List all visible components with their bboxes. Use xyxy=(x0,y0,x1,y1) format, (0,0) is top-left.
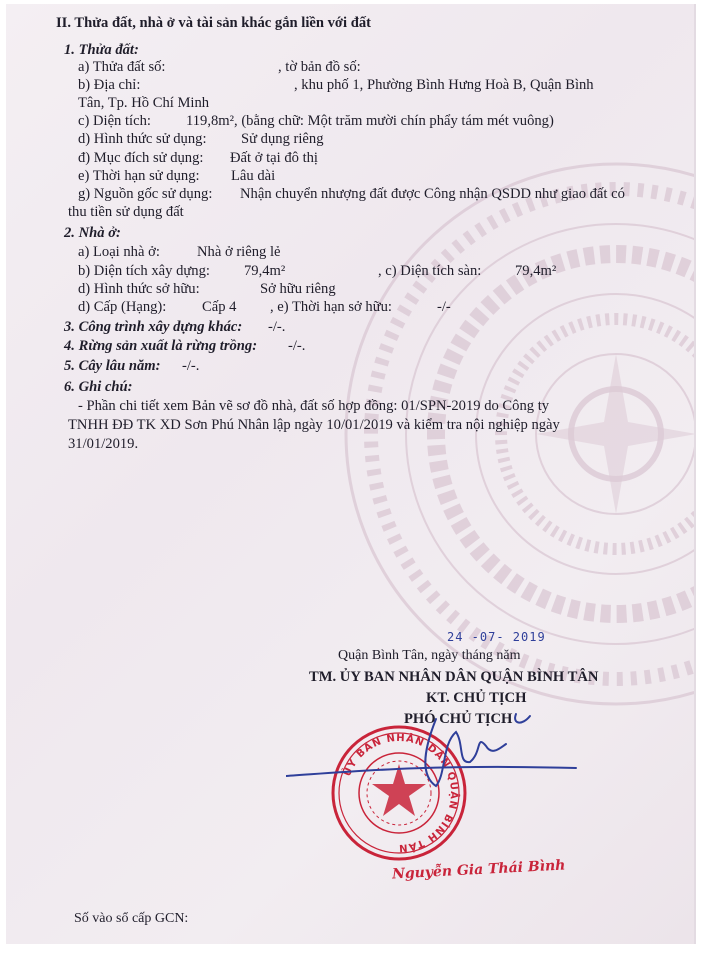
origin-value: Nhận chuyển nhượng đất được Công nhận QSDD như giao đất có xyxy=(240,186,625,202)
own-term-label: , e) Thời hạn sở hữu: xyxy=(270,299,392,315)
own-term-value: -/- xyxy=(437,299,451,315)
area-value: 119,8m², (bằng chữ: Một trăm mười chín phẩy tám mét vuông) xyxy=(186,113,554,129)
section-title: II. Thửa đất, nhà ở và tài sản khác gắn liền với đất xyxy=(56,15,371,31)
stamp-date: 24 -07- 2019 xyxy=(447,630,546,644)
address-value-2: Tân, Tp. Hồ Chí Minh xyxy=(78,95,210,111)
origin-label: g) Nguồn gốc sử dụng: xyxy=(78,186,213,202)
address-label: b) Địa chỉ: xyxy=(78,77,141,93)
address-value: , khu phố 1, Phường Bình Hưng Hoà B, Quận Bình xyxy=(294,77,594,93)
forest-value: -/-. xyxy=(288,338,306,354)
area-label: c) Diện tích: xyxy=(78,113,151,129)
trees-value: -/-. xyxy=(182,358,200,374)
notes-line-3: 31/01/2019. xyxy=(68,436,139,452)
house-type-value: Nhà ở riêng lẻ xyxy=(197,244,281,260)
notes-line-1: - Phần chi tiết xem Bản vẽ sơ đồ nhà, đất số hợp đồng: 01/SPN-2019 do Công ty xyxy=(78,398,550,414)
forest-heading: 4. Rừng sản xuất là rừng trồng: xyxy=(64,338,258,354)
term-value: Lâu dài xyxy=(231,168,276,184)
house-type-label: a) Loại nhà ở: xyxy=(78,244,160,260)
signer-role-2: PHÓ CHỦ TỊCH xyxy=(404,711,513,727)
construction-heading: 3. Công trình xây dựng khác: xyxy=(64,319,243,335)
grade-label: d) Cấp (Hạng): xyxy=(78,299,167,315)
place-date: Quận Bình Tân, ngày tháng năm xyxy=(338,648,521,663)
grade-value: Cấp 4 xyxy=(202,299,237,315)
trees-heading: 5. Cây lâu năm: xyxy=(64,358,161,374)
notes-line-2: TNHH ĐĐ TK XD Sơn Phú Nhân lập ngày 10/01/2019 và kiểm tra nội nghiệp ngày xyxy=(68,417,560,433)
floor-area-label: , c) Diện tích sàn: xyxy=(378,263,482,279)
construction-value: -/-. xyxy=(268,319,286,335)
notes-heading: 6. Ghi chú: xyxy=(64,379,133,395)
usage-form-label: d) Hình thức sử dụng: xyxy=(78,131,207,147)
term-label: e) Thời hạn sử dụng: xyxy=(78,168,200,184)
seal-text: ỦY BAN NHÂN DÂN QUẬN BÌNH TÂN xyxy=(341,732,460,854)
usage-form-value: Sử dụng riêng xyxy=(241,131,324,147)
floor-area-value: 79,4m² xyxy=(515,263,557,279)
handwritten-signature-icon xyxy=(286,704,586,824)
build-area-label: b) Diện tích xây dựng: xyxy=(78,263,210,279)
certificate-page xyxy=(6,4,696,944)
house-heading: 2. Nhà ở: xyxy=(64,225,121,241)
signer-role-1: KT. CHỦ TỊCH xyxy=(426,690,527,706)
ownership-label: d) Hình thức sở hữu: xyxy=(78,281,200,297)
purpose-value: Đất ở tại đô thị xyxy=(230,150,318,166)
build-area-value: 79,4m² xyxy=(244,263,286,279)
purpose-label: đ) Mục đích sử dụng: xyxy=(78,150,204,166)
gcn-register-label: Số vào sổ cấp GCN: xyxy=(74,911,189,926)
land-heading: 1. Thửa đất: xyxy=(64,42,139,58)
lot-label: a) Thửa đất số: xyxy=(78,59,166,75)
signer-name: Nguyễn Gia Thái Bình xyxy=(391,857,566,883)
map-label: , tờ bản đồ số: xyxy=(278,59,361,75)
ownership-value: Sở hữu riêng xyxy=(260,281,336,297)
signing-organization: TM. ỦY BAN NHÂN DÂN QUẬN BÌNH TÂN xyxy=(309,669,599,685)
origin-value-2: thu tiền sử dụng đất xyxy=(68,204,184,220)
